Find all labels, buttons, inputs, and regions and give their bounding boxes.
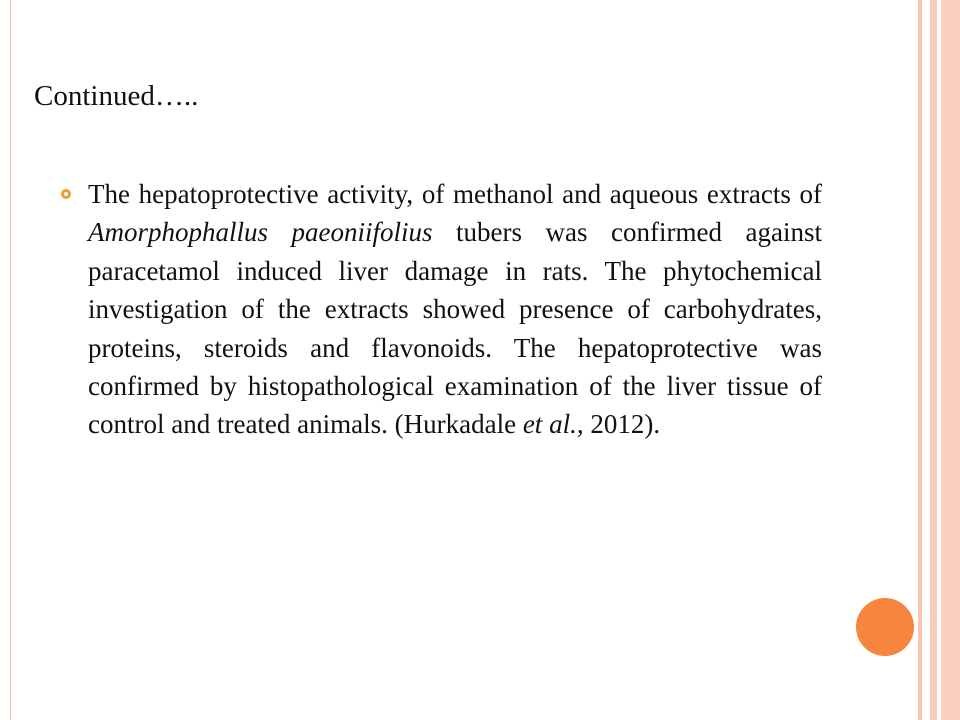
body-paragraph bbox=[88, 175, 822, 444]
left-border-line bbox=[10, 0, 11, 720]
species-name: Amorphophallus paeoniifolius bbox=[88, 217, 433, 248]
bullet-icon bbox=[61, 189, 71, 199]
paragraph-text-2: tubers was confirmed against paracetamol induced liver damage in rats. The phytochemical investigation of the extracts showed presence of carbohydrates, proteins, steroids and flavonoids. The hepatoprotective was confirmed by histopathological examination of the liver tissue of control and treated animals. (Hurkadale bbox=[88, 217, 822, 440]
paragraph-text-3: 2012). bbox=[583, 409, 661, 440]
paragraph-text-1: The hepatoprotective activity, of methanol and aqueous extracts of bbox=[88, 179, 822, 209]
right-stripe-gap-1 bbox=[922, 0, 930, 720]
right-stripe-2 bbox=[930, 0, 937, 720]
slide-title: Continued….. bbox=[34, 80, 199, 112]
decorative-circle-icon bbox=[856, 598, 914, 656]
right-stripe-3 bbox=[941, 0, 960, 720]
et-al: et al., bbox=[522, 409, 584, 440]
